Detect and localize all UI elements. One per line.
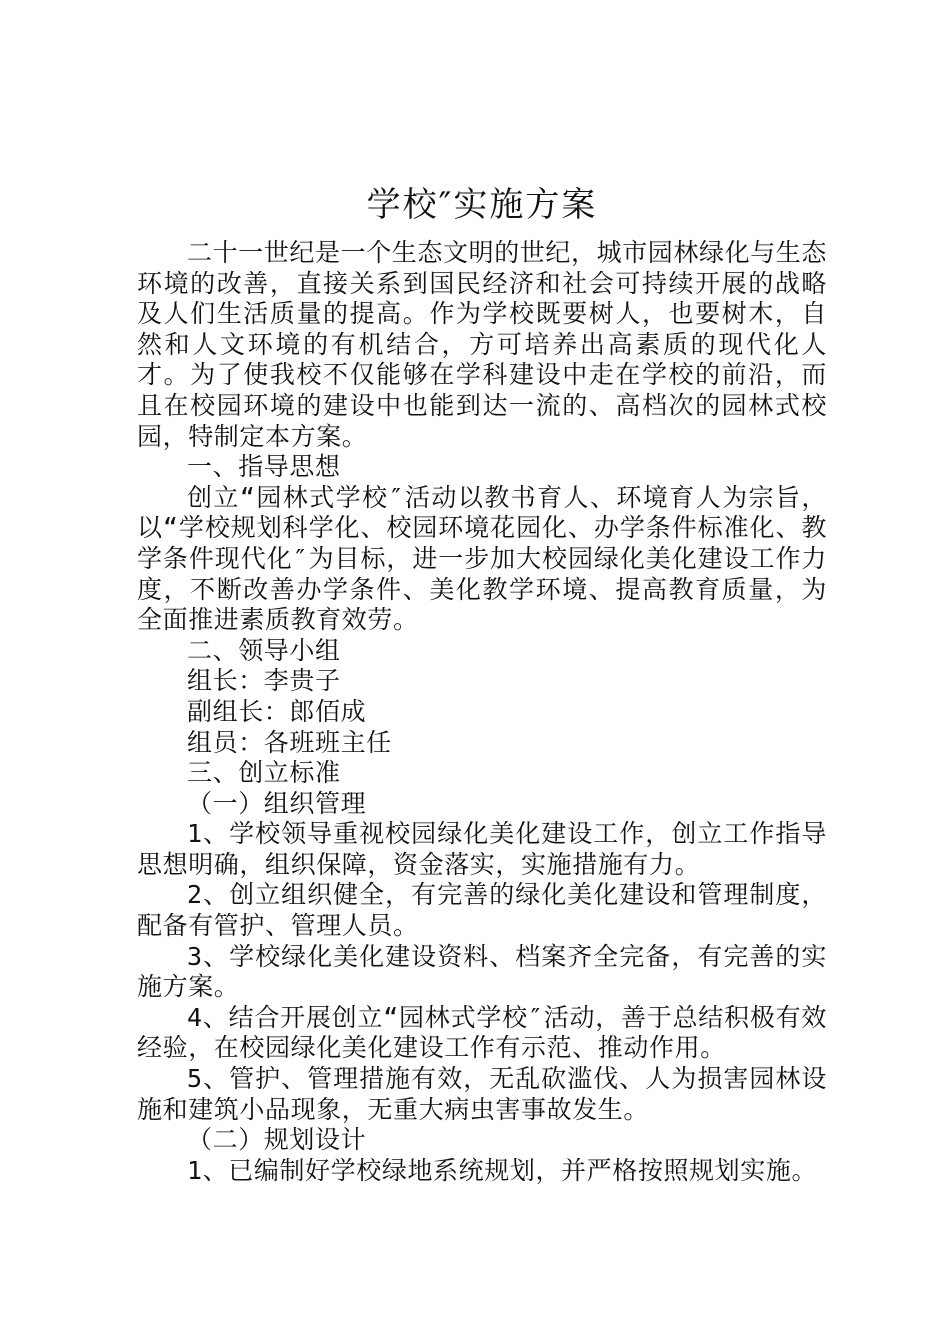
- section-heading-standards: 三、创立标准: [187, 758, 341, 788]
- organization-item-4: 4、结合开展创立“园林式学校″活动，善于总结积极有效经验，在校园绿化美化建设工作有示范、推动作用。: [137, 1002, 827, 1063]
- deputy-leader-line: 副组长：郎佰成: [187, 696, 367, 726]
- document-title: 学校″实施方案: [366, 185, 598, 225]
- organization-item-3: 3、学校绿化美化建设资料、档案齐全完备，有完善的实施方案。: [137, 941, 827, 1002]
- planning-item-1: 1、已编制好学校绿地系统规划，并严格按照规划实施。: [187, 1155, 818, 1185]
- section-heading-leadership-group: 二、领导小组: [187, 635, 341, 665]
- group-leader-line: 组长：李贵子: [187, 666, 341, 696]
- subsection-heading-planning: （二）规划设计: [187, 1125, 367, 1155]
- intro-paragraph: 二十一世纪是一个生态文明的世纪，城市园林绿化与生态环境的改善，直接关系到国民经济和社会可持续开展的战略及人们生活质量的提高。作为学校既要树人，也要树木，自然和人文环境的有机结合，方可培养出高素质的现代化人才。为了使我校不仅能够在学科建设中走在学校的前沿，而且在校园环境的建设中也能到达一流的、高档次的园林式校园，特制定本方案。: [137, 238, 828, 451]
- members-line: 组员：各班班主任: [187, 727, 392, 757]
- document-page: [137, 180, 827, 1186]
- organization-item-1: 1、学校领导重视校园绿化美化建设工作，创立工作指导思想明确，组织保障，资金落实，实施措施有力。: [137, 819, 827, 879]
- guiding-thought-paragraph: 创立“园林式学校″活动以教书育人、环境育人为宗旨，以“学校规划科学化、校园环境花园化、办学条件标准化、教学条件现代化″为目标，进一步加大校园绿化美化建设工作力度，不断改善办学条件、美化教学环境、提高教育质量，为全面推进素质教育效劳。: [137, 482, 827, 635]
- organization-item-5: 5、管护、管理措施有效，无乱砍滥伐、人为损害园林设施和建筑小品现象，无重大病虫害事故发生。: [137, 1064, 827, 1124]
- organization-item-2: 2、创立组织健全，有完善的绿化美化建设和管理制度，配备有管护、管理人员。: [137, 880, 827, 941]
- subsection-heading-organization: （一）组织管理: [187, 788, 367, 818]
- section-heading-guiding-thought: 一、指导思想: [187, 452, 341, 482]
